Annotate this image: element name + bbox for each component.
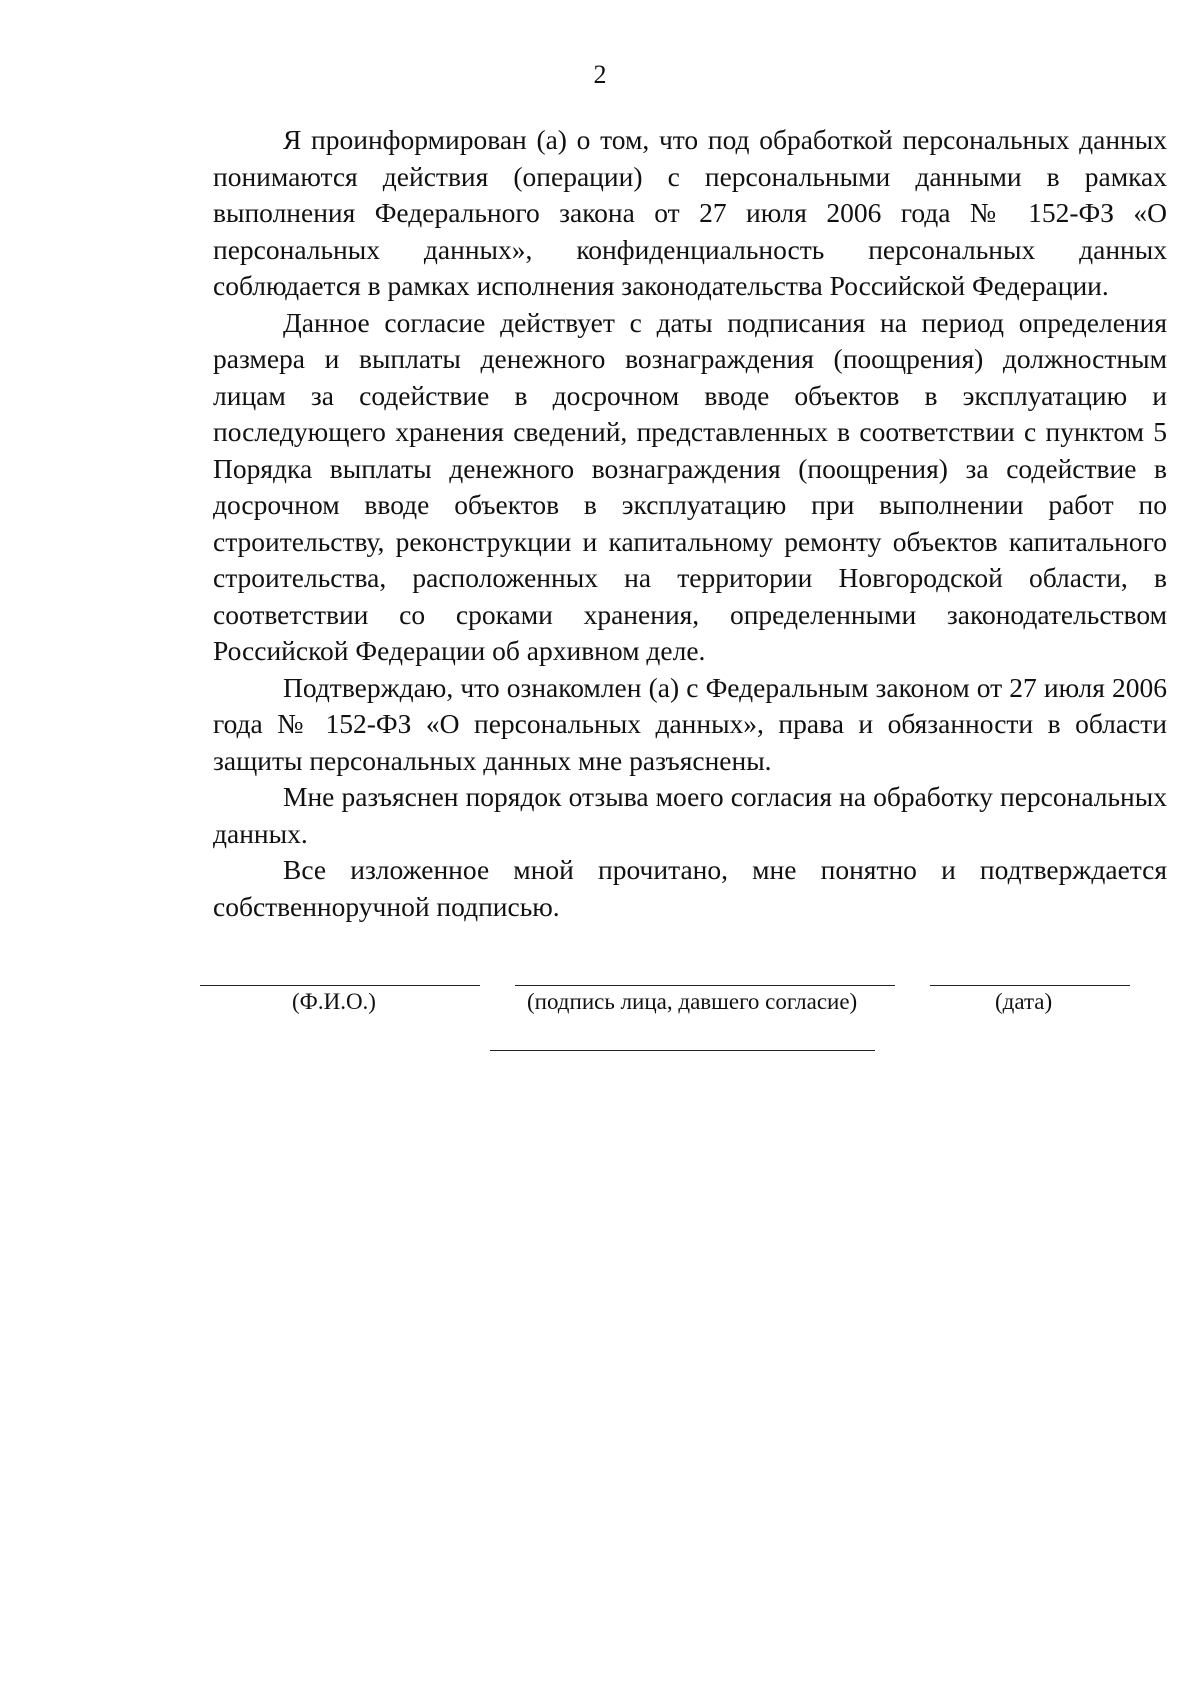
date-caption: (дата) [995, 989, 1053, 1014]
paragraph-consent-period: Данное согласие действует с даты подписания на период определения размера и выплаты денежного вознаграждения (поощрения) должностным лицам за содействие в досрочном вводе объектов в эксплуатацию и последующего хранения сведений, представленных в соответствии с пунктом 5 Порядка выплаты денежного вознаграждения (поощрения) за содействие в досрочном вводе объектов в эксплуатацию при выполнении работ по строительству, реконструкции и капитальному ремонту объектов капитального строительства, расположенных на территории Новгородской области, в соответствии со сроками хранения, определенными законодательством Российской Федерации об архивном деле. [213, 306, 1167, 666]
paragraph-acknowledged: Подтверждаю, что ознакомлен (а) с Федеральным законом от 27 июля 2006 года № 152-ФЗ «О персональных данных», права и обязанности в области защиты персональных данных мне разъяснены. [213, 671, 1167, 776]
fio-caption: (Ф.И.О.) [292, 989, 376, 1014]
signature-line[interactable] [515, 985, 895, 986]
page-number: 2 [593, 60, 607, 89]
bottom-underline [490, 1050, 875, 1051]
document-body [213, 122, 1167, 925]
paragraph-withdrawal: Мне разъяснен порядок отзыва моего согласия на обработку персональных данных. [213, 781, 1167, 849]
paragraph-confirmation: Все изложенное мной прочитано, мне понятно и подтверждается собственноручной подписью. [213, 854, 1167, 922]
date-line[interactable] [930, 985, 1130, 986]
fio-line[interactable] [200, 985, 480, 986]
signature-block [0, 985, 1200, 1025]
signature-caption: (подпись лица, давшего согласие) [527, 989, 858, 1014]
paragraph-informed: Я проинформирован (а) о том, что под обработкой персональных данных понимаются действия (операции) с персональными данными в рамках выполнения Федерального закона от 27 июля 2006 года № 152-ФЗ «О персональных данных», конфиденциальность персональных данных соблюдается в рамках исполнения законодательства Российской Федерации. [213, 124, 1167, 301]
